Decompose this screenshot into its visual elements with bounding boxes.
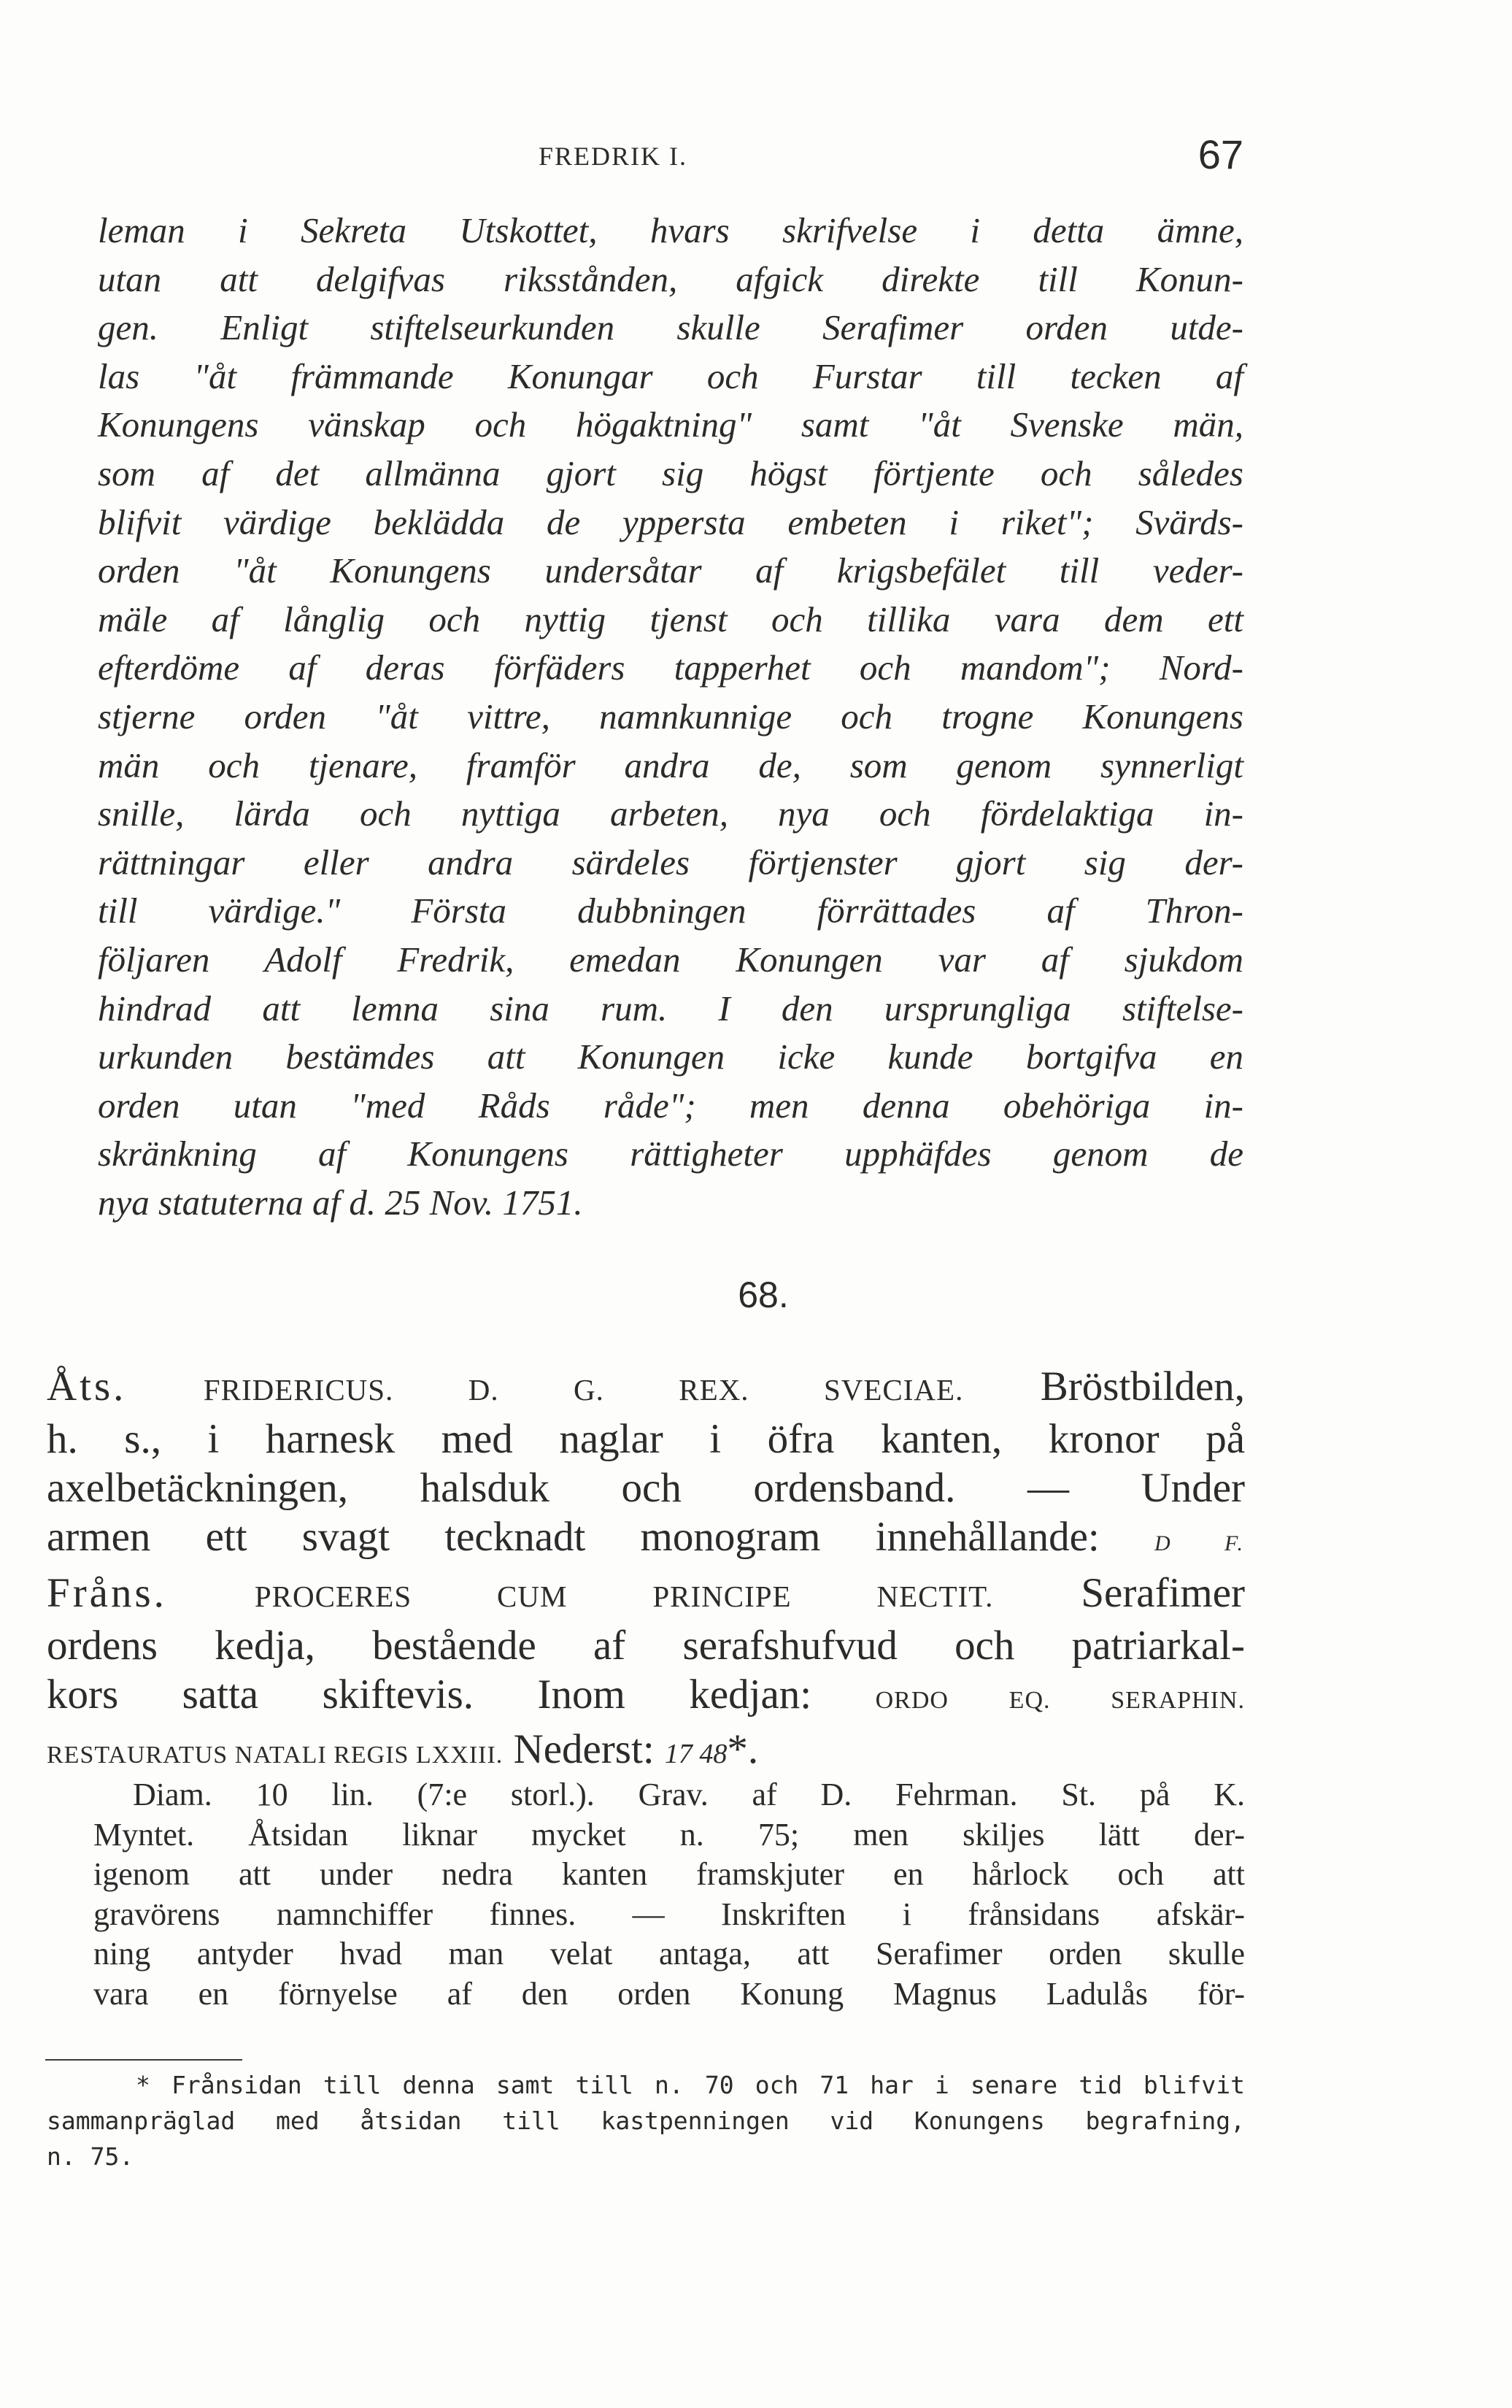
reverse-line: ordens kedja, bestående af serafshufvud och patriarkal- [47,1623,1245,1669]
reverse-text: Nederst: [513,1726,655,1772]
medal-details [93,1775,1245,2014]
text-line: snille, lärda och nyttiga arbeten, nya och fördelaktiga in- [98,793,1243,834]
details-line: igenom att under nedra kanten framskjuter en hårlock och att [93,1856,1245,1892]
text-line: leman i Sekreta Utskottet, hvars skrifvelse i detta ämne, [98,210,1243,250]
text-line: följaren Adolf Fredrik, emedan Konungen var af sjukdom [98,939,1243,980]
reverse-description [47,1569,1245,1780]
obverse-text: Bröstbilden, [1040,1363,1245,1409]
obverse-text: armen ett svagt tecknadt monogram innehållande: [47,1514,1100,1560]
reverse-text: Serafimer [1081,1570,1246,1616]
reverse-line [47,1725,1245,1780]
text-line: rättningar eller andra särdeles förtjenster gjort sig der- [98,842,1243,882]
obverse-line: h. s., i harnesk med naglar i öfra kanten, kronor på [47,1416,1245,1462]
text-line: efterdöme af deras förfäders tapperhet och mandom"; Nord- [98,647,1243,688]
obverse-label: Åts. [47,1363,127,1409]
footnote [47,2067,1245,2174]
reverse-text: kors satta skiftevis. Inom kedjan: [47,1672,812,1717]
obverse-line [47,1512,1245,1568]
text-line: mäle af långlig och nyttig tjenst och tillika vara dem ett [98,599,1243,639]
text-line: blifvit värdige beklädda de yppersta embeten i riket"; Svärds- [98,501,1243,542]
text-line: orden utan "med Råds råde"; men denna obehöriga in- [98,1085,1243,1126]
details-line: Myntet. Åtsidan liknar mycket n. 75; men skiljes lätt der- [93,1816,1245,1853]
text-line: stjerne orden "åt vittre, namnkunnige och trogne Konungens [98,696,1243,736]
text-line: Konungens vänskap och högaktning" samt "åt Svenske män, [98,404,1243,445]
reverse-inscription: RESTAURATUS NATALI REGIS LXXIII. [47,1742,504,1769]
text-line: las "åt främmande Konungar och Furstar till tecken af [98,355,1243,396]
footnote-line: * Frånsidan till denna samt till n. 70 och 71 har i senare tid blifvit [136,2071,1245,2099]
page-number: 67 [1197,131,1243,177]
details-line: ning antyder hvad man velat antaga, att Serafimer orden skulle [93,1936,1245,1972]
reverse-line [47,1670,1245,1725]
text-line: skränkning af Konungens rättigheter upphäfdes genom de [98,1134,1243,1174]
text-line: orden "åt Konungens undersåtar af krigsbefälet till veder- [98,550,1243,591]
reverse-inscription: ORDO EQ. SERAPHIN. [875,1687,1245,1714]
text-line: nya statuterna af d. 25 Nov. 1751. [98,1182,583,1223]
details-line: gravörens namnchiffer finnes. — Inskriften i frånsidans afskär- [93,1896,1245,1932]
section-number: 68. [738,1274,789,1315]
obverse-description [47,1362,1245,1568]
text-line: till värdige." Första dubbningen förrättades af Thron- [98,891,1243,931]
footnote-line: n. 75. [47,2142,134,2171]
obverse-line: axelbetäckningen, halsduk och ordensband. — Under [47,1465,1245,1511]
footnote-line: sammanpräglad med åtsidan till kastpenningen vid Konungens begrafning, [47,2107,1245,2135]
italic-paragraph [98,207,1243,1227]
year-text: 17 48 [664,1739,728,1769]
obverse-line [47,1362,1245,1415]
running-title: FREDRIK I. [539,142,688,171]
monogram-text: D F. [1154,1531,1246,1555]
details-line: vara en förnyelse af den orden Konung Magnus Ladulås för- [93,1975,1245,2012]
details-line: Diam. 10 lin. (7:e storl.). Grav. af D. Fehrman. St. på K. [133,1777,1245,1812]
text-line: utan att delgifvas riksstånden, afgick direkte till Konun- [98,258,1243,299]
obverse-legend: FRIDERICUS. D. G. REX. SVECIAE. [203,1373,964,1407]
text-line: som af det allmänna gjort sig högst förtjente och således [98,453,1243,493]
footnote-marker: *. [727,1726,759,1772]
footnote-divider [45,2059,242,2061]
text-line: hindrad att lemna sina rum. I den ursprungliga stiftelse- [98,988,1243,1028]
reverse-label: Fråns. [47,1570,167,1616]
text-line: män och tjenare, framför andra de, som genom synnerligt [98,745,1243,785]
text-line: urkunden bestämdes att Konungen icke kunde bortgifva en [98,1036,1243,1077]
text-line: gen. Enligt stiftelseurkunden skulle Serafimer orden utde- [98,307,1243,348]
reverse-legend: PROCERES CUM PRINCIPE NECTIT. [254,1580,994,1613]
page-header [93,131,1243,186]
reverse-line [47,1569,1245,1621]
